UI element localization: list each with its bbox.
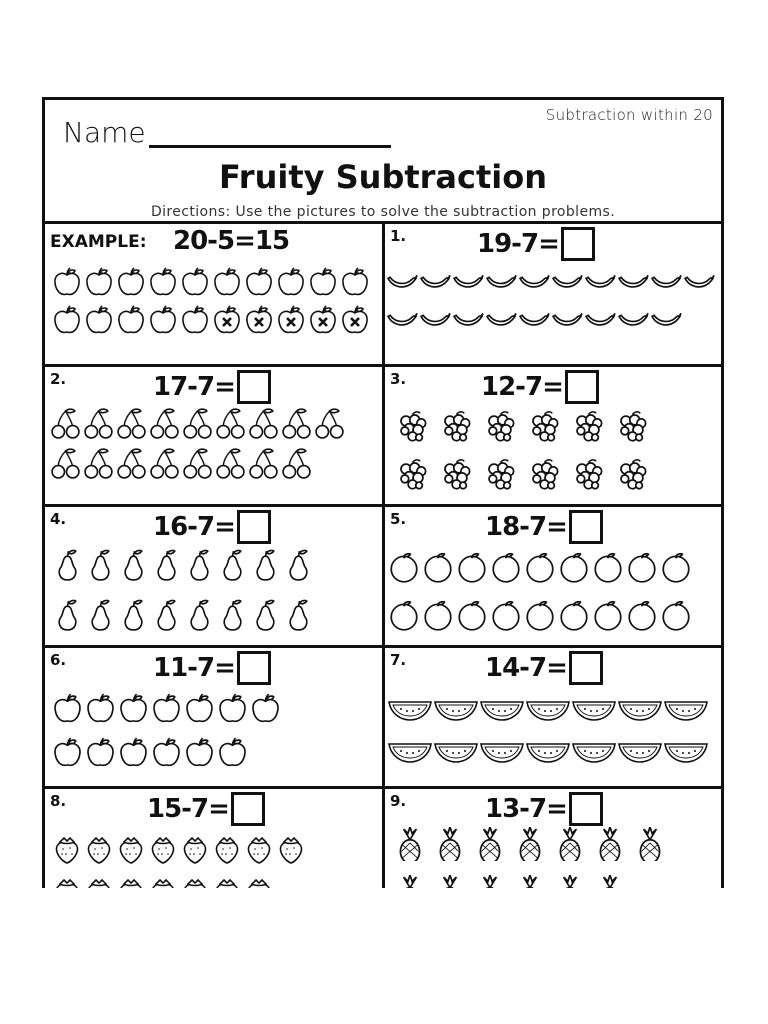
apple-icon — [243, 304, 275, 336]
fruit-row-1 — [51, 692, 282, 725]
answer-box[interactable] — [561, 227, 595, 261]
apple-icon — [51, 736, 84, 769]
fruit-row-1 — [51, 833, 307, 865]
example-label: EXAMPLE: — [50, 232, 147, 252]
problem-cell-5 — [385, 507, 721, 648]
grapes-icon — [395, 409, 430, 444]
orange-icon — [421, 551, 455, 585]
strawberry-icon — [211, 833, 243, 865]
pineapple-icon — [473, 827, 507, 861]
problem-equation — [147, 792, 265, 826]
grapes-icon — [527, 409, 562, 444]
watermelon-icon — [571, 694, 617, 724]
pineapple-icon — [433, 827, 467, 861]
fruit-row-1 — [393, 827, 673, 861]
cherry-icon — [247, 407, 280, 440]
example-fruit-row-1 — [51, 266, 371, 298]
apple-icon — [84, 692, 117, 725]
pineapple-icon — [473, 875, 507, 888]
pineapple-icon — [593, 875, 627, 888]
answer-box[interactable] — [231, 792, 265, 826]
strawberry-icon — [51, 833, 83, 865]
name-field-line[interactable] — [149, 145, 391, 148]
apple-icon — [150, 736, 183, 769]
problem-cell-9 — [385, 789, 721, 888]
apple-icon — [211, 304, 243, 336]
strawberry-icon — [115, 833, 147, 865]
pear-icon — [249, 549, 282, 582]
apple-icon — [339, 304, 371, 336]
fruit-row-2 — [387, 736, 709, 766]
pear-icon — [84, 549, 117, 582]
pear-icon — [282, 549, 315, 582]
cherry-icon — [247, 447, 280, 480]
problem-equation — [481, 370, 599, 404]
fruit-row-1 — [395, 409, 659, 444]
worksheet — [42, 97, 724, 888]
pear-icon — [282, 599, 315, 632]
fruit-row-2 — [49, 447, 313, 480]
cherry-icon — [181, 447, 214, 480]
watermelon-icon — [617, 694, 663, 724]
orange-icon — [591, 551, 625, 585]
apple-icon — [179, 266, 211, 298]
problem-number: 1. — [390, 227, 407, 245]
pear-icon — [150, 599, 183, 632]
watermelon-icon — [525, 694, 571, 724]
page-title: Fruity Subtraction — [218, 158, 548, 196]
strawberry-icon — [115, 875, 147, 888]
fruit-row-1 — [51, 549, 315, 582]
pear-icon — [183, 599, 216, 632]
banana-icon — [484, 304, 517, 337]
apple-icon — [83, 266, 115, 298]
equation-text: 11-7= — [153, 653, 235, 683]
banana-icon — [451, 266, 484, 299]
banana-icon — [550, 266, 583, 299]
problem-cell-1 — [385, 224, 721, 367]
problem-equation — [153, 370, 271, 404]
cherry-icon — [280, 447, 313, 480]
strawberry-icon — [243, 875, 275, 888]
pear-icon — [51, 549, 84, 582]
apple-icon — [51, 692, 84, 725]
grapes-icon — [615, 409, 650, 444]
example-fruit-row-2 — [51, 304, 371, 336]
fruit-row-2 — [387, 599, 693, 633]
answer-box[interactable] — [565, 370, 599, 404]
apple-icon — [51, 266, 83, 298]
apple-icon — [147, 304, 179, 336]
fruit-row-2 — [51, 875, 275, 888]
apple-icon — [83, 304, 115, 336]
pineapple-icon — [433, 875, 467, 888]
watermelon-icon — [663, 694, 709, 724]
watermelon-icon — [479, 736, 525, 766]
orange-icon — [489, 551, 523, 585]
problem-cell-3 — [385, 367, 721, 507]
apple-icon — [243, 266, 275, 298]
banana-icon — [682, 266, 715, 299]
fruit-row-2 — [395, 457, 659, 492]
pear-icon — [117, 599, 150, 632]
fruit-row-1 — [387, 551, 693, 585]
answer-box[interactable] — [569, 792, 603, 826]
apple-icon — [147, 266, 179, 298]
problem-cell-6 — [45, 648, 385, 789]
apple-icon — [115, 304, 147, 336]
apple-icon — [179, 304, 211, 336]
strawberry-icon — [147, 833, 179, 865]
worksheet-header — [45, 100, 721, 224]
equation-text: 17-7= — [153, 372, 235, 402]
equation-text: 16-7= — [153, 512, 235, 542]
pineapple-icon — [393, 827, 427, 861]
strawberry-icon — [147, 875, 179, 888]
banana-icon — [649, 304, 682, 337]
orange-icon — [557, 599, 591, 633]
grapes-icon — [439, 409, 474, 444]
banana-icon — [517, 266, 550, 299]
cherry-icon — [214, 407, 247, 440]
apple-icon — [339, 266, 371, 298]
problem-number: 5. — [390, 510, 407, 528]
watermelon-icon — [387, 736, 433, 766]
watermelon-icon — [433, 694, 479, 724]
fruit-row-2 — [51, 736, 249, 769]
grapes-icon — [483, 409, 518, 444]
problem-number: 4. — [50, 510, 67, 528]
equation-text: 13-7= — [485, 794, 567, 824]
grapes-icon — [571, 409, 606, 444]
pear-icon — [249, 599, 282, 632]
example-cell — [45, 224, 385, 367]
problem-number: 9. — [390, 792, 407, 810]
pear-icon — [216, 599, 249, 632]
problem-cell-8 — [45, 789, 385, 888]
watermelon-icon — [663, 736, 709, 766]
answer-box[interactable] — [237, 510, 271, 544]
pear-icon — [216, 549, 249, 582]
cherry-icon — [49, 447, 82, 480]
apple-icon — [275, 304, 307, 336]
cherry-icon — [148, 407, 181, 440]
strawberry-icon — [211, 875, 243, 888]
cherry-icon — [214, 447, 247, 480]
apple-icon — [117, 736, 150, 769]
orange-icon — [387, 599, 421, 633]
banana-icon — [517, 304, 550, 337]
watermelon-icon — [387, 694, 433, 724]
orange-icon — [387, 551, 421, 585]
problem-number: 7. — [390, 651, 407, 669]
cherry-icon — [181, 407, 214, 440]
orange-icon — [659, 599, 693, 633]
answer-box[interactable] — [569, 651, 603, 685]
grapes-icon — [615, 457, 650, 492]
answer-box[interactable] — [237, 370, 271, 404]
watermelon-icon — [433, 736, 479, 766]
problem-number: 8. — [50, 792, 67, 810]
fruit-row-2 — [385, 304, 682, 337]
strawberry-icon — [51, 875, 83, 888]
equation-text: 19-7= — [477, 229, 559, 259]
apple-icon — [211, 266, 243, 298]
watermelon-icon — [525, 736, 571, 766]
apple-icon — [115, 266, 147, 298]
apple-icon — [216, 736, 249, 769]
pear-icon — [117, 549, 150, 582]
problem-equation — [485, 651, 603, 685]
pear-icon — [51, 599, 84, 632]
banana-icon — [418, 304, 451, 337]
cherry-icon — [82, 447, 115, 480]
problem-number: 2. — [50, 370, 67, 388]
example-equation: 20-5=15 — [173, 226, 290, 256]
orange-icon — [523, 599, 557, 633]
cherry-icon — [49, 407, 82, 440]
problem-number: 3. — [390, 370, 407, 388]
pineapple-icon — [513, 875, 547, 888]
pear-icon — [84, 599, 117, 632]
apple-icon — [183, 736, 216, 769]
problem-number: 6. — [50, 651, 67, 669]
strawberry-icon — [275, 833, 307, 865]
grapes-icon — [395, 457, 430, 492]
orange-icon — [591, 599, 625, 633]
grapes-icon — [527, 457, 562, 492]
answer-box[interactable] — [237, 651, 271, 685]
fruit-row-2 — [51, 599, 315, 632]
pineapple-icon — [633, 827, 667, 861]
orange-icon — [455, 551, 489, 585]
answer-box[interactable] — [569, 510, 603, 544]
directions-text: Directions: Use the pictures to solve the subtraction problems. — [150, 204, 616, 220]
problem-equation — [485, 510, 603, 544]
apple-icon — [307, 266, 339, 298]
apple-icon — [150, 692, 183, 725]
grapes-icon — [439, 457, 474, 492]
orange-icon — [489, 599, 523, 633]
apple-icon — [249, 692, 282, 725]
apple-icon — [117, 692, 150, 725]
banana-icon — [616, 266, 649, 299]
watermelon-icon — [571, 736, 617, 766]
problem-cell-2 — [45, 367, 385, 507]
equation-text: 14-7= — [485, 653, 567, 683]
apple-icon — [275, 266, 307, 298]
fruit-row-2 — [393, 875, 633, 888]
orange-icon — [523, 551, 557, 585]
orange-icon — [625, 551, 659, 585]
banana-icon — [649, 266, 682, 299]
pineapple-icon — [553, 827, 587, 861]
fruit-row-1 — [385, 266, 715, 299]
banana-icon — [418, 266, 451, 299]
strawberry-icon — [83, 833, 115, 865]
fruit-row-1 — [387, 694, 709, 724]
worksheet-subtitle: Subtraction within 20 — [545, 106, 713, 124]
name-label: Name — [63, 116, 146, 149]
apple-icon — [51, 304, 83, 336]
banana-icon — [385, 266, 418, 299]
orange-icon — [557, 551, 591, 585]
pineapple-icon — [513, 827, 547, 861]
equation-text: 12-7= — [481, 372, 563, 402]
pear-icon — [183, 549, 216, 582]
problem-equation — [153, 510, 271, 544]
watermelon-icon — [479, 694, 525, 724]
apple-icon — [216, 692, 249, 725]
equation-text: 15-7= — [147, 794, 229, 824]
apple-icon — [183, 692, 216, 725]
problem-equation — [153, 651, 271, 685]
problem-equation — [477, 227, 595, 261]
strawberry-icon — [243, 833, 275, 865]
banana-icon — [484, 266, 517, 299]
banana-icon — [451, 304, 484, 337]
strawberry-icon — [179, 833, 211, 865]
grapes-icon — [571, 457, 606, 492]
pineapple-icon — [553, 875, 587, 888]
apple-icon — [307, 304, 339, 336]
pineapple-icon — [593, 827, 627, 861]
orange-icon — [625, 599, 659, 633]
cherry-icon — [148, 447, 181, 480]
pear-icon — [150, 549, 183, 582]
apple-icon — [84, 736, 117, 769]
banana-icon — [616, 304, 649, 337]
pineapple-icon — [393, 875, 427, 888]
banana-icon — [550, 304, 583, 337]
cherry-icon — [115, 447, 148, 480]
problem-cell-7 — [385, 648, 721, 789]
cherry-icon — [280, 407, 313, 440]
problem-cell-4 — [45, 507, 385, 648]
strawberry-icon — [83, 875, 115, 888]
banana-icon — [583, 304, 616, 337]
banana-icon — [385, 304, 418, 337]
watermelon-icon — [617, 736, 663, 766]
cherry-icon — [82, 407, 115, 440]
equation-text: 18-7= — [485, 512, 567, 542]
banana-icon — [583, 266, 616, 299]
problem-equation — [485, 792, 603, 826]
grapes-icon — [483, 457, 518, 492]
orange-icon — [421, 599, 455, 633]
strawberry-icon — [179, 875, 211, 888]
orange-icon — [659, 551, 693, 585]
orange-icon — [455, 599, 489, 633]
cherry-icon — [115, 407, 148, 440]
cherry-icon — [313, 407, 346, 440]
fruit-row-1 — [49, 407, 346, 440]
